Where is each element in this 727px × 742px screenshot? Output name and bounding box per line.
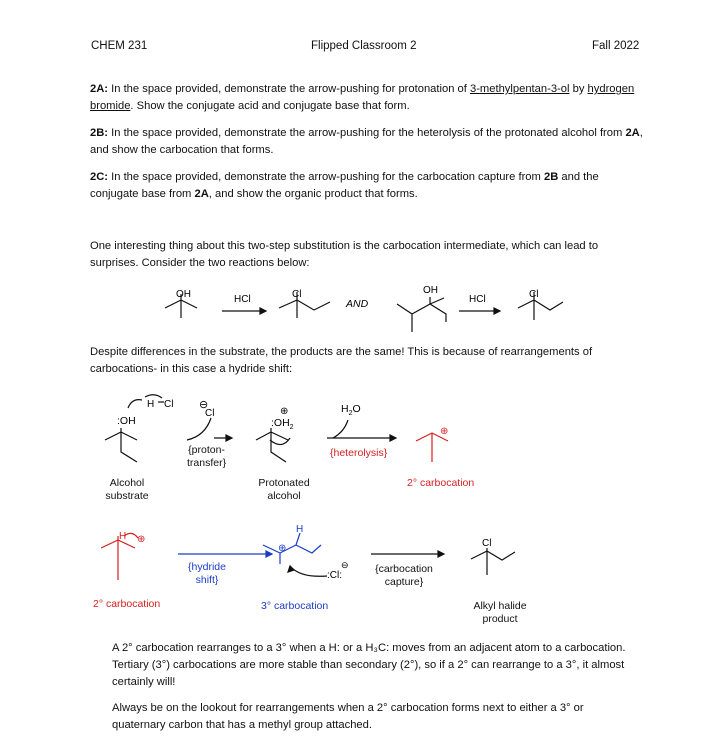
text: , and show the organic product that forms. bbox=[208, 188, 418, 200]
text: O bbox=[352, 403, 361, 415]
text: 2 bbox=[289, 424, 294, 431]
carbocation-capture-label bbox=[368, 563, 440, 589]
reagent-hcl-2: HCl bbox=[469, 294, 486, 305]
text: H bbox=[341, 403, 349, 415]
oh-label: OH bbox=[176, 289, 191, 300]
cl-label: Cl bbox=[292, 289, 302, 300]
cl-atom: Cl bbox=[164, 399, 174, 410]
plus-charge: ⊕ bbox=[280, 406, 289, 417]
text: Alcohol bbox=[109, 477, 145, 489]
document-title: Flipped Classroom 2 bbox=[311, 40, 417, 52]
question-label: 2B: bbox=[90, 127, 109, 139]
protonated-skeleton bbox=[256, 428, 288, 462]
h-atom: H bbox=[296, 524, 304, 535]
text: substrate bbox=[105, 490, 149, 502]
tertiary-carbocation-label: 3° carbocation bbox=[261, 600, 329, 612]
question-label: 2A: bbox=[90, 83, 109, 95]
text: by bbox=[569, 83, 588, 95]
and-label: AND bbox=[346, 298, 369, 310]
alkyl-halide-skeleton bbox=[471, 548, 515, 575]
proton-transfer-label bbox=[187, 444, 226, 470]
curved-arrow bbox=[290, 566, 327, 576]
ref: 2A bbox=[194, 188, 209, 200]
reagent-hcl-1: HCl bbox=[234, 294, 251, 305]
oh-lone-pair: :OH bbox=[117, 415, 136, 427]
question-label: 2C: bbox=[90, 171, 109, 183]
text: {hydride bbox=[188, 561, 226, 573]
text: 2 bbox=[348, 410, 353, 417]
chloride-anion: :Cl: bbox=[327, 570, 342, 581]
ref: 2A bbox=[625, 127, 640, 139]
despite-paragraph: Despite differences in the substrate, the products are the same! This is because of rearrangements of carbocations- in this case a hydride shift: bbox=[90, 346, 593, 375]
heterolysis-label: {heterolysis} bbox=[330, 447, 388, 459]
text: and the conjugate base from bbox=[90, 171, 599, 200]
text: In the space provided, demonstrate the arrow-pushing for protonation of bbox=[108, 83, 470, 95]
text: capture} bbox=[384, 576, 424, 588]
term: Fall 2022 bbox=[592, 40, 640, 52]
text: {proton- bbox=[188, 444, 225, 456]
text: product bbox=[482, 613, 518, 625]
curved-arrow bbox=[128, 400, 142, 408]
compound-name: 3-methylpentan-3-ol bbox=[469, 83, 570, 95]
h-atom: H bbox=[119, 531, 127, 542]
ref: 2B bbox=[543, 171, 559, 183]
plus-charge: ⊕ bbox=[440, 426, 449, 437]
carbocation-2b-skeleton bbox=[101, 540, 135, 580]
secondary-carbocation-label: 2° carbocation bbox=[407, 477, 475, 489]
plus-charge: ⊕ bbox=[137, 534, 146, 545]
rearrangement-note: A 2° carbocation rearranges to a 3° when a H: or a H₃C: moves from an adjacent atom to a carbocation. Tertiary (3°) carbocations are more stable than secondary (2°), so if a 2° can rearrange to a 3°, it almost certainly will! bbox=[112, 642, 626, 688]
arrowhead bbox=[266, 551, 272, 557]
chloride-label: Cl bbox=[205, 408, 215, 419]
course-code: CHEM 231 bbox=[91, 40, 148, 52]
arrowhead bbox=[390, 435, 396, 441]
oh-label: OH bbox=[423, 285, 438, 296]
reagent-name: hydrogen bromide bbox=[90, 83, 635, 112]
protonated-alcohol-label bbox=[251, 477, 317, 503]
carbocation-2-skeleton bbox=[416, 433, 448, 462]
text: , and show the carbocation that forms. bbox=[90, 127, 643, 156]
text: Protonated bbox=[258, 477, 310, 489]
arrowhead bbox=[438, 551, 444, 557]
carbocation-3-skeleton bbox=[263, 533, 321, 564]
arrowhead bbox=[226, 435, 232, 441]
text: Alkyl halide bbox=[473, 600, 527, 612]
minus-charge: ⊖ bbox=[199, 399, 209, 411]
intro-paragraph: One interesting thing about this two-step substitution is the carbocation intermediate, which can lead to surprises. Consider the two reactions below: bbox=[90, 240, 599, 269]
text: . Show the conjugate acid and conjugate base that form. bbox=[130, 100, 410, 112]
cl-label: Cl bbox=[529, 289, 539, 300]
text: {carbocation bbox=[375, 563, 433, 575]
text: alcohol bbox=[267, 490, 301, 502]
curved-arrow bbox=[145, 395, 162, 398]
alcohol-substrate-label bbox=[98, 477, 156, 503]
text: transfer} bbox=[187, 457, 227, 469]
text: In the space provided, demonstrate the arrow-pushing for the heterolysis of the protonated alcohol from bbox=[108, 127, 626, 139]
water-label bbox=[341, 403, 361, 417]
secondary-carbocation-label: 2° carbocation bbox=[93, 598, 161, 610]
minus-charge: ⊖ bbox=[341, 560, 349, 570]
oxonium-label bbox=[271, 417, 294, 431]
cl-label: Cl bbox=[482, 538, 492, 549]
arrowhead bbox=[288, 566, 294, 572]
h-atom: H bbox=[147, 399, 155, 410]
lookout-note: Always be on the lookout for rearrangements when a 2° carbocation forms next to either a 3° or quaternary carbon that has a methyl group attached. bbox=[112, 702, 584, 731]
curved-arrow bbox=[187, 418, 211, 440]
plus-charge: ⊕ bbox=[278, 543, 287, 554]
hydride-shift-label bbox=[183, 561, 231, 587]
text: shift} bbox=[195, 574, 219, 586]
text: :OH bbox=[271, 417, 290, 429]
alkyl-halide-label bbox=[466, 600, 534, 626]
alcohol-skeleton bbox=[105, 428, 137, 462]
text: In the space provided, demonstrate the arrow-pushing for the carbocation capture from bbox=[108, 171, 544, 183]
curved-arrow bbox=[333, 420, 348, 438]
